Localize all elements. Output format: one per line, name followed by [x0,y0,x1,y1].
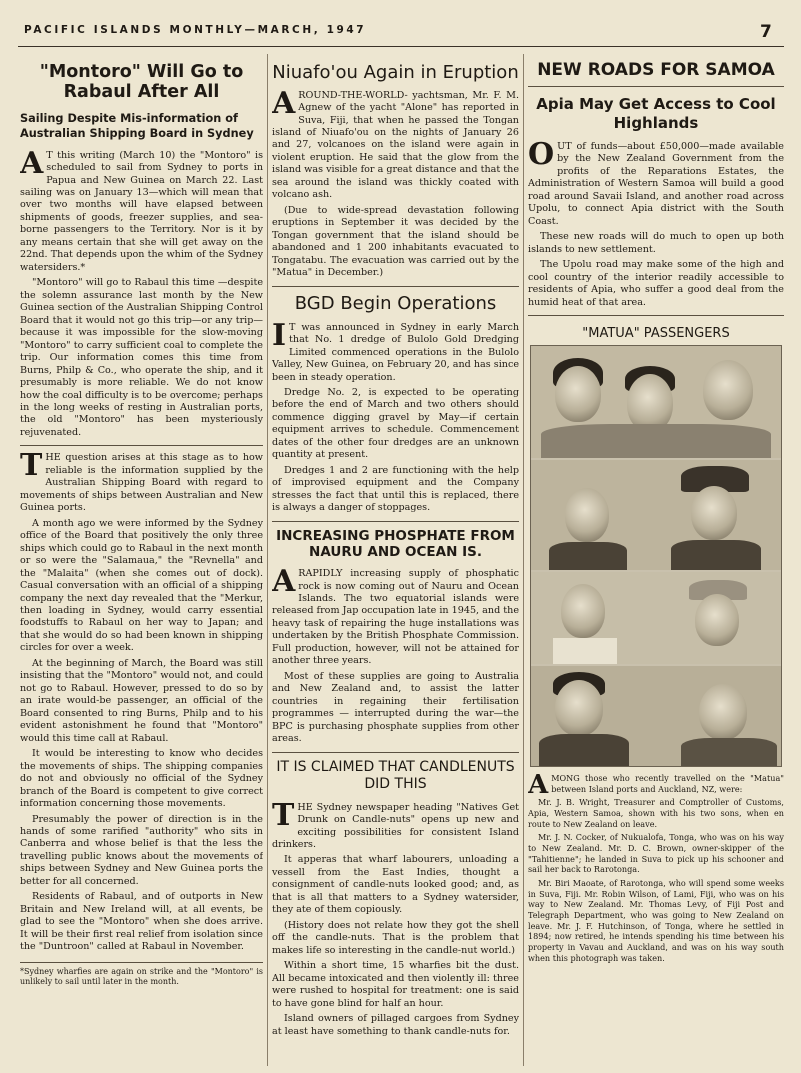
montoro-paragraph: It would be interesting to know who decides the movements of ships. The shipping companies do not and obviously no official of the Sydney branch of the Board is competent to give correct information concerning those movements. [20,748,263,810]
person-face [561,584,605,638]
person-face [703,360,753,420]
page-number: 7 [760,22,772,42]
montoro-paragraph: AT this writing (March 10) the "Montoro" is scheduled to sail from Sydney to ports in Papua and New Guinea on March 22. Last sailing was on January 13—which will mean that over two months will have elapsed between shipments of goods, freezer supplies, and sea-borne passengers to the Territory. Nor is it by any means certain that she will get away on the 22nd. That depends upon the whim of the Sydney watersiders.* [20,145,263,273]
montoro-paragraph: "Montoro" will go to Rabaul this time —despite the solemn assurance last month by the New Guinea section of the Australian Shipping Control Board that it would not go this trip—or any trip—because it was impossible for the slow-moving "Montoro" to carry sufficient coal to complete the trip. Our information comes this time from Burns, Philp & Co., who operate the ship, and it presumably is more reliable. We do not know how the coal difficulty is to be overcome; perhaps in the long weeks of resting in Australian ports, the old "Montoro" has been mysteriously rejuvenated. [20,277,263,438]
bgd-paragraph: Dredges 1 and 2 are functioning with the help of improvised equipment and the Company stresses the fact that until this is replaced, there is always a danger of stoppages. [272,464,519,514]
montoro-paragraph: A month ago we were informed by the Sydney office of the Board that positively the only three ships which could go to Rabaul in the next month or so were the "Salamaua," the "Revnella" and the "Malaita" (when she comes out of dock). Casual conversation with an official of a shipping company the next day revealed that the "Merkur, then loading in Sydney, would carry essential foodstuffs to Rabaul on her way to Japan; and that she would do so had been known in shipping circles for over a week. [20,517,263,654]
person-clothes [553,638,617,664]
person-clothes [681,738,777,766]
samoa-paragraph: The Upolu road may make some of the high and cool country of the interior readily accessible to residents of Apia, who suffer a good deal from the humid heat of that area. [528,259,784,308]
montoro-paragraph: Presumably the power of direction is in the hands of some rarified "authority" who sits in Canberra and whose belief is that the less the travelling public knows about the movements of ships between Sydney and New Guinea ports the better for all concerned. [20,813,263,887]
photo-label: "MATUA" PASSENGERS [582,325,730,341]
niuafoou-paragraph: (Due to wide-spread devastation following eruptions in September it was decided by the Tongan government that the island should be abandoned and 1 200 inhabitants evacuated to Tongatabu. The evacuation was carried out by the "Matua" in December.) [272,204,519,279]
candlenuts-paragraph: Within a short time, 15 wharfies bit the dust. All became intoxicated and then violently ill: three were rushed to hospital for treatment: one is said to have gone blind for half an hour. [272,960,519,1009]
divider [272,752,519,753]
divider [20,445,263,446]
divider [528,315,784,316]
person-clothes [539,734,629,766]
niuafoou-paragraph: AROUND-THE-WORLD- yachtsman, Mr. F. M. Agnew of the yacht "Alone" has reported in Suva, Fiji, that when he passed the Tongan island of Niuafo'ou on the nights of January 26 and 27, volcanoes on the island were again in violent eruption. He said that the glow from the island was visible for a great distance and that the sea around the island was thickly coated with volcano ash. [272,85,519,201]
person-clothes [549,542,627,570]
phosphate-paragraph: Most of these supplies are going to Australia and New Zealand and, to assist the latter countries in regaining their fertilisation programmes — interrupted during the war—the BPC is purchasing phosphate supplies from other areas. [272,670,519,745]
divider [272,521,519,522]
person-clothes [671,540,761,570]
divider [528,86,784,87]
column-2 [272,54,519,1066]
samoa-paragraph: These new roads will do much to open up both islands to new settlement. [528,231,784,255]
column-3 [528,54,784,1066]
person-face [555,680,603,736]
divider [272,286,519,287]
montoro-paragraph: Residents of Rabaul, and of outports in New Britain and New Ireland will, at all events, be glad to see the "Montoro" when she does arrive. It will be their first real relief from isolation since the "Duntroon" called at Rabaul in November. [20,891,263,953]
candlenuts-paragraph: (History does not relate how they got the shell off the candle-nuts. That is the problem that makes life so interesting in the candle-nut world.) [272,919,519,956]
samoa-paragraph: OUT of funds—about £50,000—made available by the New Zealand Government from the profits of the Reparations Estates, the Administration of Western Samoa will build a good road around Savaii Island, and another road across Upolu, to connect Apia district with the South Coast. [528,136,784,227]
phosphate-paragraph: ARAPIDLY increasing supply of phosphatic rock is now coming out of Nauru and Ocean Islands. The two equatorial islands were released from Jap occupation late in 1945, and the heavy task of repairing the huge installations was undertaken by the British Phosphate Commission. Full production, however, will not be attained for another three years. [272,564,519,667]
person-face [695,594,739,646]
running-head: PACIFIC ISLANDS MONTHLY—MARCH, 1947 [24,24,367,36]
caption-paragraph: Mr. J. N. Cocker, of Nukualofa, Tonga, who was on his way to New Zealand. Mr. D. C. Brown, owner-skipper of the "Tahitienne"; he landed in Suva to pick up his schooner and sail her back to Rarotonga. [528,832,784,875]
candlenuts-paragraph: THE Sydney newspaper heading "Natives Get Drunk on Candle-nuts" opens up new and exciting possibilities for consistent Island drinkers. [272,797,519,850]
column-divider [523,54,524,1066]
person-clothes [541,424,771,458]
candlenuts-paragraph: Island owners of pillaged cargoes from Sydney at least have something to thank candle-nuts for. [272,1013,519,1037]
person-face [699,684,747,740]
samoa-headline: NEW ROADS FOR SAMOA [537,60,775,80]
passengers-photo-collage [530,345,782,767]
niuafoou-headline: Niuafo'ou Again in Eruption [272,62,519,83]
caption-intro: AMONG those who recently travelled on the "Matua" between Island ports and Auckland, NZ, were: [528,769,784,800]
person-face [555,366,601,422]
header-rule [18,46,784,47]
footnote: *Sydney wharfies are again on strike and the "Montoro" is unlikely to sail until later in the month. [20,962,263,988]
caption-paragraph: Mr. J. B. Wright, Treasurer and Comptroller of Customs, Apia, Western Samoa, shown with his two sons, when en route to New Zealand on leave. [528,797,784,829]
candlenuts-paragraph: It apperas that wharf labourers, unloading a vessell from the East Indies, thought a consignment of candle-nuts looked good; and, as that is all that matters to a Sydney watersider, they ate of them copiously. [272,854,519,916]
person-face [691,486,737,540]
person-face [565,488,609,542]
montoro-paragraph: At the beginning of March, the Board was still insisting that the "Montoro" would not, and could not go to Rabaul. However, pressed to do so by an irate would-be passenger, an official of the Board consented to ring Burns, Philp and to his evident astonishment he found that "Montoro" would this time call at Rabaul. [20,657,263,744]
samoa-subhead: Apia May Get Access to Cool Highlands [536,95,776,133]
bgd-paragraph: IT was announced in Sydney in early March that No. 1 dredge of Bulolo Gold Dredging Limited commenced operations in the Bulolo Valley, New Guinea, on February 20, and has since been in steady operation. [272,317,519,383]
column-divider [267,54,268,1066]
phosphate-headline: INCREASING PHOSPHATE FROM NAURU AND OCEAN IS. [276,527,515,560]
montoro-subhead: Sailing Despite Mis-information of Australian Shipping Board in Sydney [20,112,254,140]
bgd-headline: BGD Begin Operations [294,292,497,314]
montoro-headline: "Montoro" Will Go to Rabaul After All [39,62,244,103]
bgd-paragraph: Dredge No. 2, is expected to be operating before the end of March and two others should commence digging gravel by May—if certain equipment arrives to schedule. Commencement dates of the other four dredges are an unknown quantity at present. [272,386,519,461]
column-1 [20,54,263,1066]
caption-paragraph: Mr. Biri Maoate, of Rarotonga, who will spend some weeks in Suva, Fiji. Mr. Robin Wilson, of Lami, Fiji, who was on his way to New Zealand. Mr. Thomas Levy, of Fiji Post and Telegraph Department, who was going to New Zealand on leave. Mr. J. F. Hutchinson, of Tonga, where he settled in 1894; now retired, he intends spending his time between his property in Vavau and Auckland, and was on his way south when this photograph was taken. [528,878,784,963]
candlenuts-headline: IT IS CLAIMED THAT CANDLENUTS DID THIS [276,758,515,793]
montoro-paragraph: THE question arises at this stage as to how reliable is the information supplied by the Australian Shipping Board with regard to movements of ships between Australian and New Guinea ports. [20,448,263,514]
